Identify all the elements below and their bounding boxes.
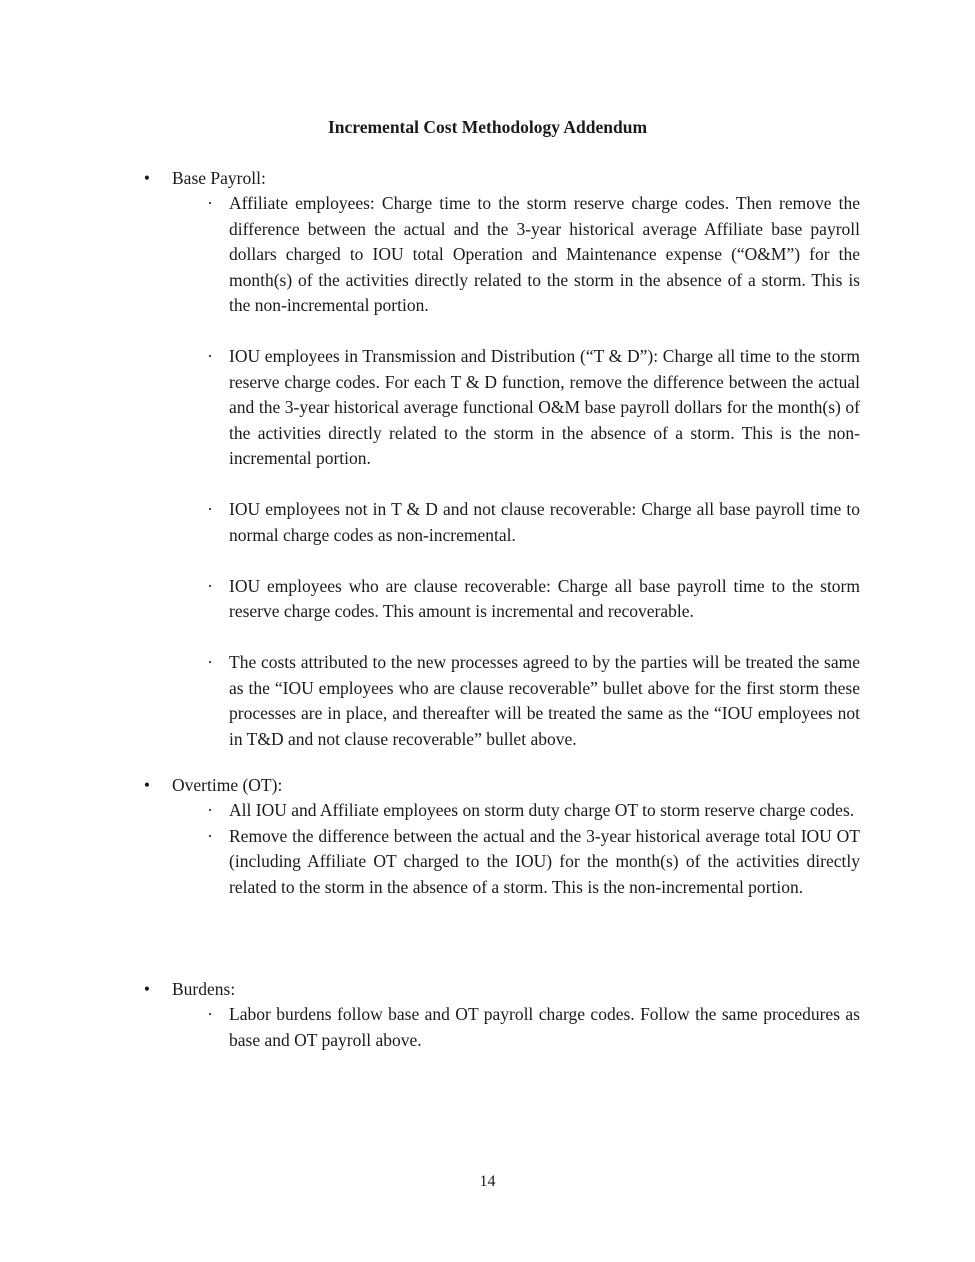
list-item bbox=[207, 824, 860, 901]
sub-bullet-icon: · bbox=[207, 825, 213, 846]
list-item-text: The costs attributed to the new processes agreed to by the parties will be treated the same as the “IOU employees who are clause recoverable” bullet above for the first storm these processes are in place, and thereafter will be treated the same as the “IOU employees not in T&D and not clause recoverable” bullet above. bbox=[229, 652, 860, 749]
section-burdens bbox=[140, 977, 860, 1053]
section-heading bbox=[140, 166, 860, 191]
list-item-text: IOU employees not in T & D and not clause recoverable: Charge all base payroll time to normal charge codes as non-incremental. bbox=[229, 499, 860, 545]
bullet-icon: • bbox=[143, 979, 151, 999]
section-overtime bbox=[140, 773, 860, 900]
section-label: Base Payroll: bbox=[172, 168, 266, 188]
sub-bullet-icon: · bbox=[207, 193, 213, 213]
sub-bullet-icon: · bbox=[207, 1004, 213, 1024]
list-item-text: All IOU and Affiliate employees on storm duty charge OT to storm reserve charge codes. bbox=[229, 800, 855, 820]
list-item bbox=[207, 344, 860, 472]
list-item bbox=[207, 650, 860, 752]
list-item-text: Affiliate employees: Charge time to the storm reserve charge codes. Then remove the difference between the actual and the 3-year historical average Affiliate base payroll dollars charged to IOU total Operation and Maintenance expense (“O&M”) for the month(s) of the activities directly related to the storm in the absence of a storm. This is the non-incremental portion. bbox=[229, 193, 860, 315]
list-item bbox=[207, 1002, 860, 1053]
section-base-payroll bbox=[140, 166, 860, 752]
sub-bullet-icon: · bbox=[207, 800, 213, 820]
list-item bbox=[207, 574, 860, 625]
list-item-text: IOU employees who are clause recoverable: Charge all base payroll time to the storm reserve charge codes. This amount is incremental and recoverable. bbox=[229, 575, 860, 621]
sub-bullet-icon: · bbox=[207, 499, 213, 519]
sub-bullet-icon: · bbox=[207, 346, 213, 366]
list-item-text: Labor burdens follow base and OT payroll charge codes. Follow the same procedures as base and OT payroll above. bbox=[229, 1004, 860, 1050]
list-item bbox=[207, 798, 860, 824]
section-label: Overtime (OT): bbox=[172, 775, 283, 795]
list-item bbox=[207, 191, 860, 319]
bullet-icon: • bbox=[143, 775, 151, 795]
section-heading bbox=[140, 773, 860, 798]
section-label: Burdens: bbox=[172, 979, 236, 999]
sub-bullet-icon: · bbox=[207, 575, 213, 596]
bullet-icon: • bbox=[143, 168, 151, 188]
list-item-text: IOU employees in Transmission and Distribution (“T & D”): Charge all time to the storm reserve charge codes. For each T & D function, remove the difference between the actual and the 3-year historical average functional O&M base payroll dollars for the month(s) of the activities directly related to the storm in the absence of a storm. This is the non-incremental portion. bbox=[229, 346, 860, 468]
page-number: 14 bbox=[479, 1173, 496, 1190]
list-item-text: Remove the difference between the actual and the 3-year historical average total IOU OT (including Affiliate OT charged to the IOU) for the month(s) of the activities directly related to the storm in the absence of a storm. This is the non-incremental portion. bbox=[229, 825, 860, 897]
list-item bbox=[207, 497, 860, 548]
document-title: Incremental Cost Methodology Addendum bbox=[327, 117, 648, 137]
sub-bullet-icon: · bbox=[207, 652, 213, 672]
section-heading bbox=[140, 977, 860, 1002]
